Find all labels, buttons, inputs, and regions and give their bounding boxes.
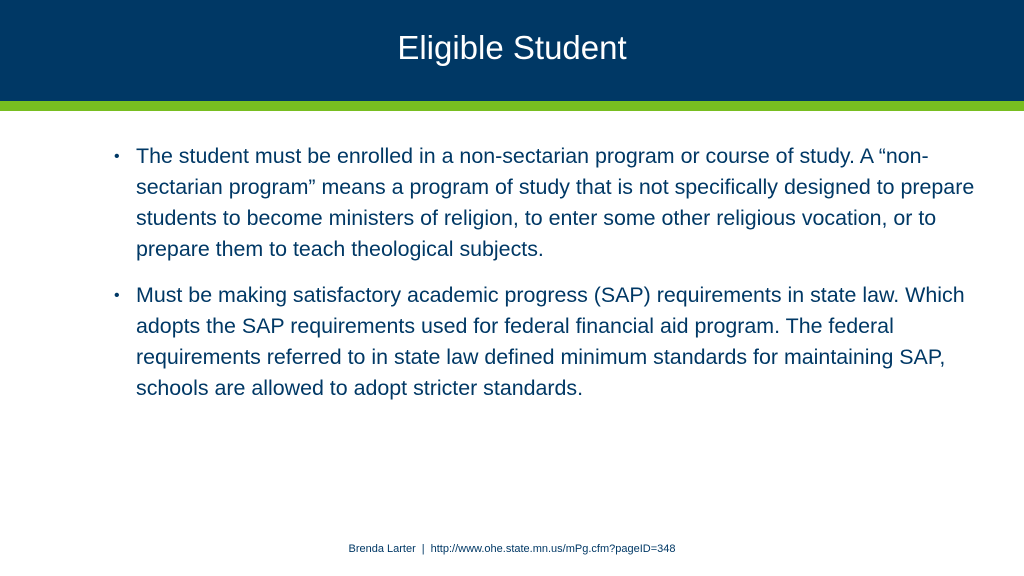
- bullet-icon: •: [114, 287, 120, 304]
- bullet-text: The student must be enrolled in a non-sectarian program or course of study. A “non-sectarian program” means a program of study that is not specifically designed to prepare students to become ministers of religion, to enter some other religious vocation, or to prepare them to teach theological subjects.: [136, 144, 975, 261]
- bullet-item: [113, 141, 983, 265]
- slide-footer: [0, 541, 1024, 557]
- bullet-item: [113, 280, 983, 404]
- slide-title: Eligible Student: [397, 29, 627, 66]
- bullet-text: Must be making satisfactory academic progress (SAP) requirements in state law. Which adopts the SAP requirements used for federal financial aid program. The federal requirements referred to in state law defined minimum standards for maintaining SAP, schools are allowed to adopt stricter standards.: [136, 283, 965, 400]
- bullet-icon: •: [114, 148, 120, 165]
- footer-author: Brenda Larter: [348, 543, 416, 555]
- slide-header: [0, 0, 1024, 101]
- footer-separator: |: [421, 543, 425, 555]
- footer-url[interactable]: http://www.ohe.state.mn.us/mPg.cfm?pageID=348: [430, 543, 676, 555]
- bullet-list: [113, 141, 983, 419]
- accent-bar: [0, 101, 1024, 111]
